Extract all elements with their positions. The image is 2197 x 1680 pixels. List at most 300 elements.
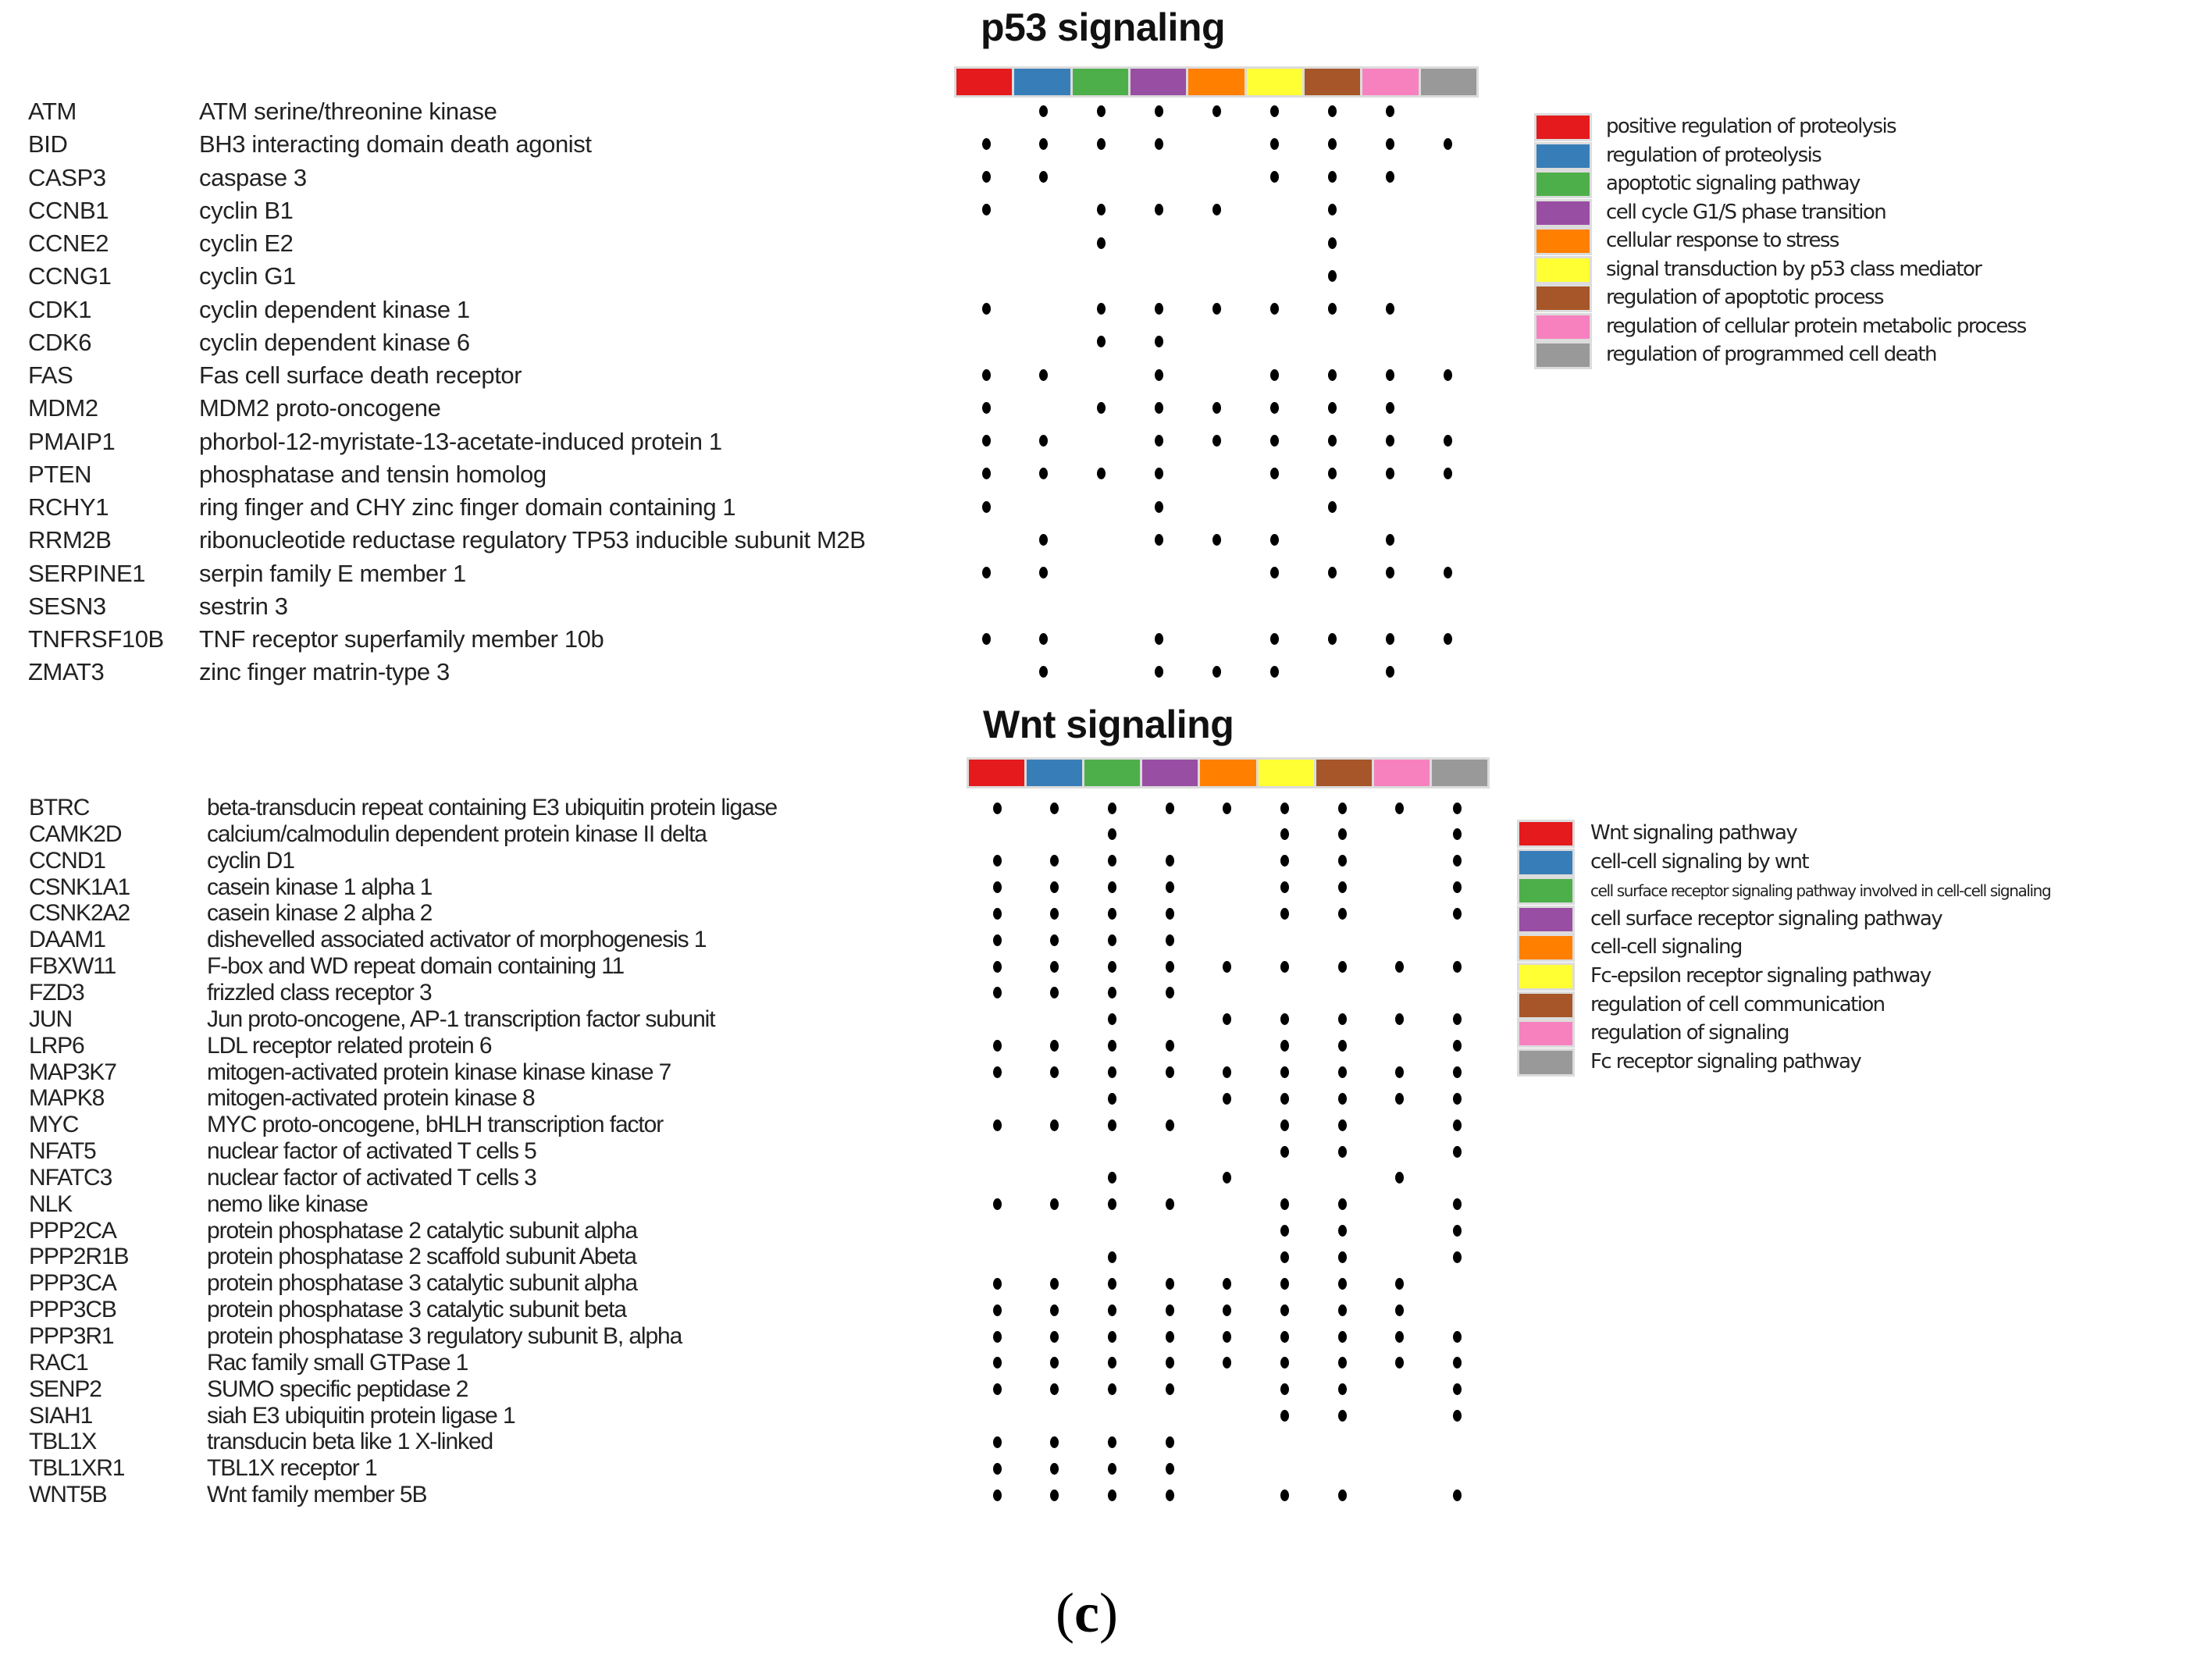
membership-dot xyxy=(1328,369,1337,381)
membership-dot xyxy=(1386,303,1394,315)
membership-dot xyxy=(1108,1040,1116,1052)
membership-dot xyxy=(1223,1278,1231,1290)
membership-dot xyxy=(1395,1172,1404,1183)
membership-dot xyxy=(1155,303,1163,315)
gene-description: cyclin dependent kinase 1 xyxy=(199,295,470,323)
gene-description: LDL receptor related protein 6 xyxy=(207,1032,492,1059)
membership-dot xyxy=(982,171,991,183)
membership-dot xyxy=(1223,1066,1231,1078)
membership-dot xyxy=(1395,1278,1404,1290)
gene-description: casein kinase 2 alpha 2 xyxy=(207,900,433,927)
membership-dot xyxy=(1280,1357,1289,1369)
membership-dot xyxy=(1328,204,1337,215)
membership-dot xyxy=(1453,1040,1462,1052)
membership-dot xyxy=(993,1383,1002,1395)
membership-dot xyxy=(1453,803,1462,814)
membership-dot xyxy=(1386,633,1394,645)
gene-description: Wnt family member 5B xyxy=(207,1482,427,1508)
membership-dot xyxy=(1166,908,1174,920)
membership-dot xyxy=(1166,1278,1174,1290)
legend-label: cell-cell signaling by wnt xyxy=(1590,849,1808,874)
membership-dot xyxy=(1328,303,1337,315)
gene-description: TBL1X receptor 1 xyxy=(207,1455,377,1482)
membership-dot xyxy=(1108,828,1116,840)
membership-dot xyxy=(1108,1251,1116,1263)
membership-dot xyxy=(1166,1331,1174,1343)
membership-dot xyxy=(1280,1093,1289,1105)
gene-symbol: MAPK8 xyxy=(29,1085,105,1112)
membership-dot xyxy=(1166,881,1174,893)
membership-dot xyxy=(993,1066,1002,1078)
gene-description: sestrin 3 xyxy=(199,592,288,620)
membership-dot xyxy=(1108,855,1116,867)
membership-dot xyxy=(993,803,1002,814)
legend-swatch xyxy=(1534,313,1592,341)
membership-dot xyxy=(1166,1383,1174,1395)
membership-dot xyxy=(1050,934,1059,946)
membership-dot xyxy=(1280,1013,1289,1025)
membership-dot xyxy=(1270,138,1279,150)
membership-dot xyxy=(1050,987,1059,998)
membership-dot xyxy=(1444,567,1452,578)
membership-dot xyxy=(1453,961,1462,973)
color-cell-2 xyxy=(1027,760,1082,786)
membership-dot xyxy=(1166,855,1174,867)
gene-symbol: CCNB1 xyxy=(28,196,109,224)
gene-symbol: FAS xyxy=(28,361,73,389)
membership-dot xyxy=(1280,828,1289,840)
membership-dot xyxy=(1212,303,1221,315)
gene-symbol: ZMAT3 xyxy=(28,658,105,686)
membership-dot xyxy=(1338,1146,1347,1158)
membership-dot xyxy=(993,881,1002,893)
membership-dot xyxy=(1166,961,1174,973)
membership-dot xyxy=(1108,1013,1116,1025)
membership-dot xyxy=(1328,567,1337,578)
gene-symbol: MDM2 xyxy=(28,394,98,422)
membership-dot xyxy=(1386,402,1394,414)
gene-symbol: TNFRSF10B xyxy=(28,625,164,653)
membership-dot xyxy=(1039,171,1048,183)
membership-dot xyxy=(1338,1490,1347,1501)
legend-label: regulation of apoptotic process xyxy=(1606,286,1883,309)
gene-description: zinc finger matrin-type 3 xyxy=(199,658,450,686)
gene-symbol: SENP2 xyxy=(29,1376,101,1402)
membership-dot xyxy=(1155,501,1163,513)
legend-swatch xyxy=(1517,1048,1575,1077)
membership-dot xyxy=(1338,855,1347,867)
membership-dot xyxy=(993,987,1002,998)
gene-description: caspase 3 xyxy=(199,163,307,191)
gene-description: ribonucleotide reductase regulatory TP53 inducible subunit M2B xyxy=(199,526,866,554)
color-cell-5 xyxy=(1200,760,1255,786)
membership-dot xyxy=(1280,1251,1289,1263)
legend-swatch xyxy=(1534,142,1592,170)
gene-description: protein phosphatase 2 catalytic subunit alpha xyxy=(207,1217,637,1244)
membership-dot xyxy=(1166,1357,1174,1369)
membership-dot xyxy=(1280,908,1289,920)
membership-dot xyxy=(1280,1304,1289,1316)
gene-description: nemo like kinase xyxy=(207,1191,368,1217)
membership-dot xyxy=(1050,1490,1059,1501)
color-cell-5 xyxy=(1188,69,1244,95)
membership-dot xyxy=(1108,1198,1116,1210)
membership-dot xyxy=(1270,369,1279,381)
membership-dot xyxy=(1223,1304,1231,1316)
membership-dot xyxy=(1166,1119,1174,1131)
membership-dot xyxy=(1270,633,1279,645)
color-cell-6 xyxy=(1259,760,1314,786)
membership-dot xyxy=(1395,1093,1404,1105)
membership-dot xyxy=(982,501,991,513)
membership-dot xyxy=(1338,828,1347,840)
membership-dot xyxy=(1338,961,1347,973)
gene-symbol: WNT5B xyxy=(29,1482,107,1508)
membership-dot xyxy=(982,633,991,645)
color-cell-8 xyxy=(1374,760,1430,786)
membership-dot xyxy=(1097,303,1106,315)
gene-symbol: TBL1X xyxy=(29,1429,97,1455)
legend-label: cell-cell signaling xyxy=(1590,935,1742,959)
membership-dot xyxy=(1395,1304,1404,1316)
membership-dot xyxy=(993,934,1002,946)
legend-label: regulation of programmed cell death xyxy=(1606,343,1936,366)
membership-dot xyxy=(1328,435,1337,447)
membership-dot xyxy=(1395,1357,1404,1369)
membership-dot xyxy=(1050,1357,1059,1369)
membership-dot xyxy=(1328,105,1337,117)
membership-dot xyxy=(1270,666,1279,678)
membership-dot xyxy=(993,1278,1002,1290)
membership-dot xyxy=(1155,138,1163,150)
membership-dot xyxy=(1338,1251,1347,1263)
membership-dot xyxy=(993,1198,1002,1210)
membership-dot xyxy=(1155,666,1163,678)
membership-dot xyxy=(1328,402,1337,414)
membership-dot xyxy=(1338,1225,1347,1237)
gene-symbol: ATM xyxy=(28,98,77,125)
membership-dot xyxy=(1338,803,1347,814)
gene-description: cyclin D1 xyxy=(207,847,294,874)
membership-dot xyxy=(1270,468,1279,479)
membership-dot xyxy=(982,204,991,215)
gene-symbol: PPP3CB xyxy=(29,1297,116,1323)
membership-dot xyxy=(1223,803,1231,814)
gene-symbol: CCNG1 xyxy=(28,262,112,290)
membership-dot xyxy=(1338,1066,1347,1078)
membership-dot xyxy=(993,908,1002,920)
color-cell-1 xyxy=(956,69,1012,95)
gene-symbol: CDK1 xyxy=(28,295,92,323)
legend-label: apoptotic signaling pathway xyxy=(1606,172,1860,195)
membership-dot xyxy=(1338,908,1347,920)
gene-description: beta-transducin repeat containing E3 ubiquitin protein ligase xyxy=(207,795,778,820)
membership-dot xyxy=(1444,633,1452,645)
membership-dot xyxy=(1050,855,1059,867)
membership-dot xyxy=(1453,1225,1462,1237)
gene-symbol: NLK xyxy=(29,1191,73,1217)
color-cell-4 xyxy=(1131,69,1186,95)
legend-label: cell cycle G1/S phase transition xyxy=(1606,200,1886,224)
membership-dot xyxy=(1395,961,1404,973)
gene-symbol: CAMK2D xyxy=(29,820,122,847)
legend-label: Wnt signaling pathway xyxy=(1590,821,1797,845)
membership-dot xyxy=(1108,1383,1116,1395)
membership-dot xyxy=(1270,567,1279,578)
membership-dot xyxy=(1453,908,1462,920)
caption-close-paren: ) xyxy=(1098,1582,1118,1644)
membership-dot xyxy=(1097,237,1106,249)
gene-description: nuclear factor of activated T cells 3 xyxy=(207,1164,536,1191)
membership-dot xyxy=(1453,1093,1462,1105)
legend-swatch xyxy=(1534,113,1592,141)
gene-symbol: CCND1 xyxy=(29,847,105,874)
gene-description: protein phosphatase 3 catalytic subunit alpha xyxy=(207,1270,637,1297)
legend-label: cell surface receptor signaling pathway involved in cell-cell signaling xyxy=(1590,881,2051,901)
membership-dot xyxy=(982,402,991,414)
membership-dot xyxy=(1039,468,1048,479)
membership-dot xyxy=(993,1304,1002,1316)
membership-dot xyxy=(1166,987,1174,998)
color-cell-6 xyxy=(1247,69,1302,95)
membership-dot xyxy=(1453,1066,1462,1078)
membership-dot xyxy=(1212,435,1221,447)
membership-dot xyxy=(1328,138,1337,150)
gene-symbol: SERPINE1 xyxy=(28,559,146,587)
gene-symbol: RCHY1 xyxy=(28,493,109,521)
gene-symbol: BID xyxy=(28,130,68,158)
membership-dot xyxy=(1338,1304,1347,1316)
color-cell-7 xyxy=(1305,69,1360,95)
membership-dot xyxy=(1280,881,1289,893)
membership-dot xyxy=(1155,369,1163,381)
gene-symbol: RAC1 xyxy=(29,1349,88,1376)
membership-dot xyxy=(1280,1225,1289,1237)
membership-dot xyxy=(1280,1040,1289,1052)
membership-dot xyxy=(1386,105,1394,117)
membership-dot xyxy=(1338,1410,1347,1422)
membership-dot xyxy=(1338,1013,1347,1025)
membership-dot xyxy=(993,1490,1002,1501)
p53-category-color-bar xyxy=(954,66,1479,98)
membership-dot xyxy=(982,435,991,447)
legend-label: Fc receptor signaling pathway xyxy=(1590,1049,1861,1073)
membership-dot xyxy=(1050,1304,1059,1316)
gene-symbol: CSNK1A1 xyxy=(29,874,130,900)
legend-swatch xyxy=(1517,820,1575,848)
membership-dot xyxy=(1050,1383,1059,1395)
legend-label: signal transduction by p53 class mediator xyxy=(1606,257,1982,281)
membership-dot xyxy=(1108,881,1116,893)
membership-dot xyxy=(1050,1436,1059,1448)
gene-description: TNF receptor superfamily member 10b xyxy=(199,625,604,653)
membership-dot xyxy=(982,303,991,315)
gene-symbol: SESN3 xyxy=(28,592,106,620)
membership-dot xyxy=(1453,1383,1462,1395)
gene-description: ring finger and CHY zinc finger domain containing 1 xyxy=(199,493,736,521)
membership-dot xyxy=(1223,1172,1231,1183)
membership-dot xyxy=(1444,435,1452,447)
legend-swatch xyxy=(1517,906,1575,934)
membership-dot xyxy=(1338,1198,1347,1210)
membership-dot xyxy=(1270,171,1279,183)
membership-dot xyxy=(1155,336,1163,347)
membership-dot xyxy=(1097,204,1106,215)
membership-dot xyxy=(1039,567,1048,578)
gene-description: MDM2 proto-oncogene xyxy=(199,394,441,422)
membership-dot xyxy=(1155,633,1163,645)
gene-symbol: CCNE2 xyxy=(28,230,109,257)
membership-dot xyxy=(1280,1066,1289,1078)
legend-label: cell surface receptor signaling pathway xyxy=(1590,906,1942,931)
membership-dot xyxy=(1166,1490,1174,1501)
membership-dot xyxy=(1166,1040,1174,1052)
membership-dot xyxy=(982,138,991,150)
legend-label: positive regulation of proteolysis xyxy=(1606,115,1896,138)
membership-dot xyxy=(993,1119,1002,1131)
membership-dot xyxy=(1328,633,1337,645)
gene-description: frizzled class receptor 3 xyxy=(207,979,432,1006)
gene-description: Jun proto-oncogene, AP-1 transcription factor subunit xyxy=(207,1006,715,1032)
membership-dot xyxy=(1050,881,1059,893)
membership-dot xyxy=(1039,435,1048,447)
gene-symbol: CASP3 xyxy=(28,163,106,191)
gene-description: SUMO specific peptidase 2 xyxy=(207,1376,468,1402)
gene-symbol: PTEN xyxy=(28,460,92,488)
membership-dot xyxy=(993,1331,1002,1343)
membership-dot xyxy=(1097,468,1106,479)
membership-dot xyxy=(1223,1013,1231,1025)
gene-symbol: JUN xyxy=(29,1006,73,1032)
membership-dot xyxy=(1270,435,1279,447)
membership-dot xyxy=(1338,1119,1347,1131)
membership-dot xyxy=(1050,1040,1059,1052)
legend-swatch xyxy=(1517,1020,1575,1048)
gene-description: dishevelled associated activator of morphogenesis 1 xyxy=(207,927,707,953)
membership-dot xyxy=(1453,828,1462,840)
gene-description: mitogen-activated protein kinase kinase kinase 7 xyxy=(207,1059,671,1085)
membership-dot xyxy=(1155,204,1163,215)
membership-dot xyxy=(1453,1013,1462,1025)
membership-dot xyxy=(1444,369,1452,381)
membership-dot xyxy=(1338,1278,1347,1290)
membership-dot xyxy=(1097,105,1106,117)
legend-swatch xyxy=(1534,170,1592,198)
membership-dot xyxy=(1386,171,1394,183)
membership-dot xyxy=(982,468,991,479)
color-cell-3 xyxy=(1084,760,1140,786)
gene-symbol: SIAH1 xyxy=(29,1402,93,1429)
membership-dot xyxy=(993,1463,1002,1475)
membership-dot xyxy=(1108,1490,1116,1501)
membership-dot xyxy=(1039,666,1048,678)
color-cell-2 xyxy=(1014,69,1070,95)
membership-dot xyxy=(1166,1304,1174,1316)
membership-dot xyxy=(1386,567,1394,578)
membership-dot xyxy=(1166,1066,1174,1078)
membership-dot xyxy=(1050,803,1059,814)
membership-dot xyxy=(1212,666,1221,678)
gene-symbol: CSNK2A2 xyxy=(29,900,130,927)
membership-dot xyxy=(1328,171,1337,183)
gene-description: serpin family E member 1 xyxy=(199,559,466,587)
membership-dot xyxy=(1328,237,1337,249)
color-cell-7 xyxy=(1316,760,1372,786)
membership-dot xyxy=(1338,1093,1347,1105)
legend-swatch xyxy=(1534,227,1592,255)
gene-description: Rac family small GTPase 1 xyxy=(207,1349,468,1376)
gene-description: siah E3 ubiquitin protein ligase 1 xyxy=(207,1402,515,1429)
membership-dot xyxy=(1166,1463,1174,1475)
gene-description: MYC proto-oncogene, bHLH transcription factor xyxy=(207,1112,664,1138)
membership-dot xyxy=(1395,1066,1404,1078)
legend-label: cellular response to stress xyxy=(1606,229,1839,252)
membership-dot xyxy=(1280,1331,1289,1343)
gene-description: protein phosphatase 3 catalytic subunit beta xyxy=(207,1297,626,1323)
membership-dot xyxy=(1108,1304,1116,1316)
gene-description: nuclear factor of activated T cells 5 xyxy=(207,1138,536,1165)
legend-label: regulation of proteolysis xyxy=(1606,143,1821,167)
legend-swatch xyxy=(1517,934,1575,962)
membership-dot xyxy=(1280,1490,1289,1501)
membership-dot xyxy=(1395,1013,1404,1025)
gene-description: cyclin G1 xyxy=(199,262,296,290)
membership-dot xyxy=(1386,534,1394,546)
gene-description: calcium/calmodulin dependent protein kinase II delta xyxy=(207,820,707,847)
legend-swatch xyxy=(1534,284,1592,312)
membership-dot xyxy=(1223,1357,1231,1369)
legend-label: regulation of signaling xyxy=(1590,1021,1789,1045)
membership-dot xyxy=(1280,803,1289,814)
membership-dot xyxy=(1453,1146,1462,1158)
membership-dot xyxy=(1050,961,1059,973)
membership-dot xyxy=(1328,270,1337,282)
gene-description: protein phosphatase 2 scaffold subunit Abeta xyxy=(207,1244,636,1270)
color-cell-8 xyxy=(1362,69,1418,95)
membership-dot xyxy=(1108,908,1116,920)
color-cell-1 xyxy=(969,760,1024,786)
membership-dot xyxy=(1386,369,1394,381)
membership-dot xyxy=(1097,138,1106,150)
membership-dot xyxy=(993,1040,1002,1052)
legend-swatch xyxy=(1534,199,1592,227)
membership-dot xyxy=(1108,1066,1116,1078)
membership-dot xyxy=(1280,1119,1289,1131)
gene-description: cyclin B1 xyxy=(199,196,294,224)
gene-description: Fas cell surface death receptor xyxy=(199,361,522,389)
membership-dot xyxy=(1097,336,1106,347)
gene-symbol: PPP3CA xyxy=(29,1270,116,1297)
membership-dot xyxy=(993,961,1002,973)
membership-dot xyxy=(1166,803,1174,814)
membership-dot xyxy=(1108,803,1116,814)
gene-description: transducin beta like 1 X-linked xyxy=(207,1429,493,1455)
membership-dot xyxy=(1395,1331,1404,1343)
membership-dot xyxy=(1050,1331,1059,1343)
caption-open-paren: ( xyxy=(1056,1582,1074,1644)
gene-symbol: FBXW11 xyxy=(29,953,116,980)
membership-dot xyxy=(1050,1066,1059,1078)
membership-dot xyxy=(1453,1251,1462,1263)
membership-dot xyxy=(1108,961,1116,973)
membership-dot xyxy=(1280,961,1289,973)
membership-dot xyxy=(1155,105,1163,117)
membership-dot xyxy=(1453,1119,1462,1131)
membership-dot xyxy=(1050,1119,1059,1131)
membership-dot xyxy=(1166,1198,1174,1210)
membership-dot xyxy=(1108,1436,1116,1448)
gene-symbol: PMAIP1 xyxy=(28,427,116,455)
